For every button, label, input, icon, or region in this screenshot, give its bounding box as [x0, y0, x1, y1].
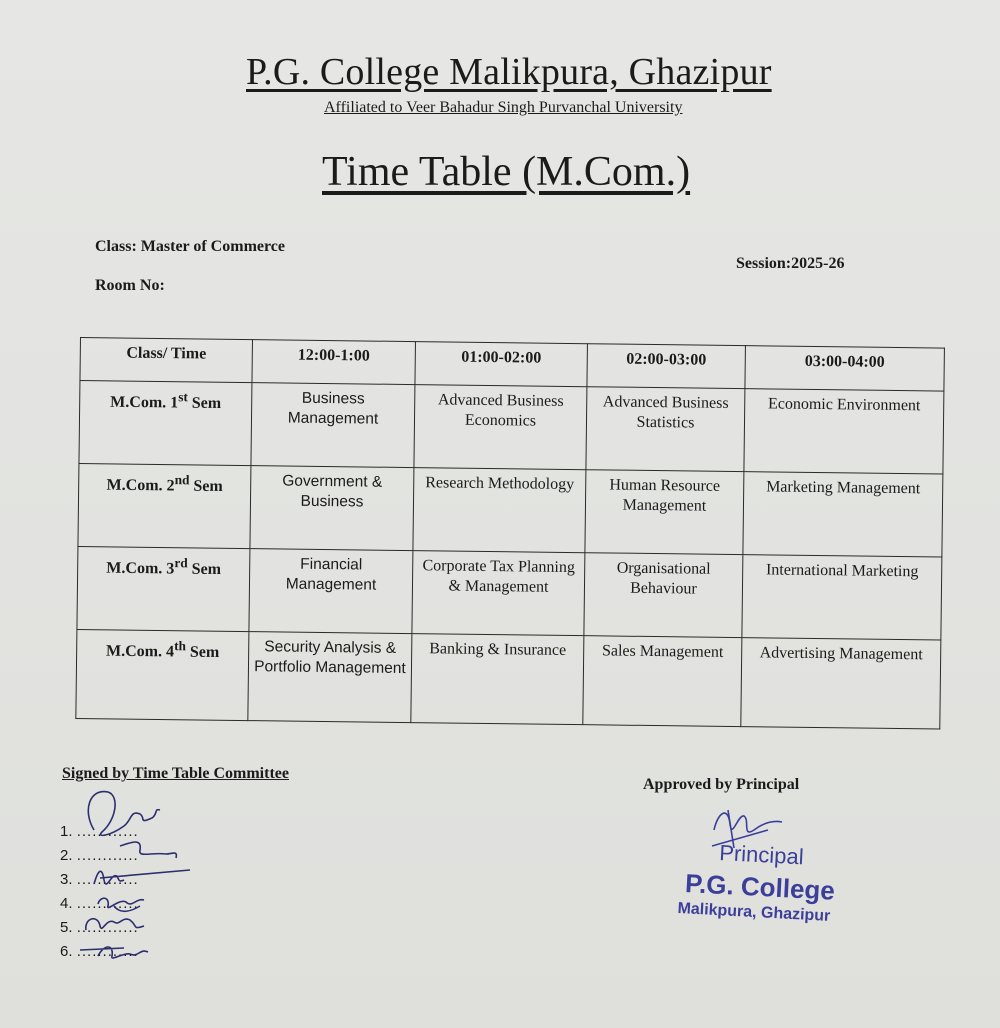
corner-header: Class/ Time: [80, 338, 253, 384]
subject-cell: Organisational Behaviour: [584, 553, 743, 638]
subject-cell: Advanced Business Economics: [414, 385, 587, 470]
list-item: 2. ............: [60, 847, 139, 864]
subject-cell: Marketing Management: [743, 472, 943, 557]
semester-cell: M.Com. 3rd Sem: [77, 547, 250, 632]
committee-signatures: [80, 780, 210, 980]
session-label: Session:2025-26: [736, 255, 845, 272]
subject-cell: Business Management: [251, 383, 415, 468]
semester-cell: M.Com. 4th Sem: [76, 630, 249, 721]
stamp-location: Malikpura, Ghazipur: [677, 900, 831, 925]
signature-6: [80, 947, 148, 958]
class-label: Class: Master of Commerce: [95, 238, 286, 255]
committee-heading: Signed by Time Table Committee: [62, 765, 289, 782]
stamp-college: P.G. College: [684, 868, 836, 906]
signature-2: [120, 842, 176, 858]
signature-4: [98, 898, 144, 911]
list-item: 3. ............: [60, 871, 139, 888]
time-slot-header: 01:00-02:00: [415, 342, 588, 388]
college-name: P.G. College Malikpura, Ghazipur: [246, 51, 772, 93]
signature-5: [86, 919, 144, 930]
timetable: [75, 337, 945, 730]
time-slot-header: 03:00-04:00: [745, 346, 945, 392]
subject-cell: Government & Business: [250, 466, 414, 551]
list-item: 6. ............: [60, 943, 139, 960]
list-item: 4. ............: [60, 895, 139, 912]
signature-1: [88, 792, 160, 836]
signature-3: [94, 870, 190, 884]
table-row: [79, 381, 944, 474]
page-title: Time Table (M.Com.): [322, 149, 691, 195]
semester-cell: M.Com. 2nd Sem: [78, 464, 251, 549]
subject-cell: Financial Management: [249, 549, 413, 634]
principal-heading: Approved by Principal: [643, 776, 800, 793]
subject-cell: International Marketing: [742, 555, 942, 640]
list-item: 1. ............: [60, 823, 139, 840]
subject-cell: Security Analysis & Portfolio Management: [248, 632, 412, 723]
subject-cell: Banking & Insurance: [411, 634, 584, 725]
time-slot-header: 12:00-1:00: [252, 340, 416, 385]
subject-cell: Sales Management: [583, 636, 742, 727]
semester-cell: M.Com. 1st Sem: [79, 381, 252, 466]
time-slot-header: 02:00-03:00: [587, 344, 746, 389]
stamp-title: Principal: [718, 840, 805, 870]
subject-cell: Economic Environment: [744, 389, 944, 474]
table-row: [77, 547, 942, 640]
table-row: [76, 630, 941, 730]
subject-cell: Corporate Tax Planning & Management: [412, 551, 585, 636]
subject-cell: Human Resource Management: [585, 470, 744, 555]
table-row: [78, 464, 943, 557]
subject-cell: Research Methodology: [413, 468, 586, 553]
room-label: Room No:: [95, 277, 165, 294]
subject-cell: Advertising Management: [741, 638, 941, 729]
list-item: 5. ............: [60, 919, 139, 936]
affiliation-line: Affiliated to Veer Bahadur Singh Purvanchal University: [324, 99, 683, 116]
subject-cell: Advanced Business Statistics: [586, 387, 745, 472]
